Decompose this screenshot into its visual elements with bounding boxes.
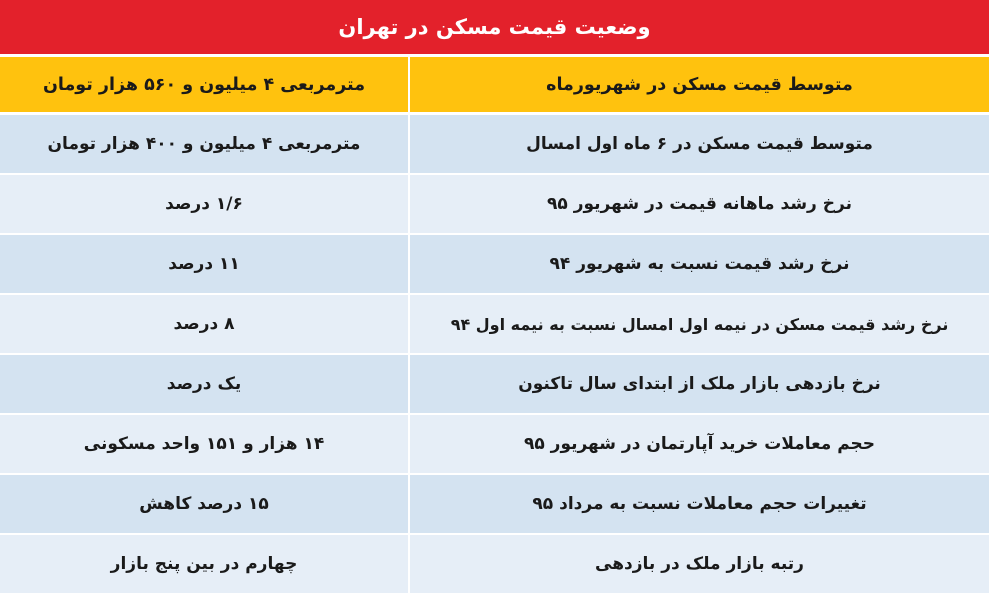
row-value-cell: ۸ درصد <box>0 295 408 353</box>
table-row <box>0 235 989 293</box>
row-label-cell: تغییرات حجم معاملات نسبت به مرداد ۹۵ <box>410 475 989 533</box>
housing-price-table <box>0 57 989 595</box>
table-title: وضعیت قیمت مسکن در تهران <box>0 0 989 54</box>
table-row <box>0 415 989 473</box>
row-label-cell: نرخ بازدهی بازار ملک از ابتدای سال تاکنون <box>410 355 989 413</box>
row-value-cell: ۱۱ درصد <box>0 235 408 293</box>
row-value-cell: ۱۵ درصد کاهش <box>0 475 408 533</box>
row-value-cell: یک درصد <box>0 355 408 413</box>
header-value-cell: مترمربعی ۴ میلیون و ۵۶۰ هزار تومان <box>0 57 408 112</box>
table-row <box>0 355 989 413</box>
row-value-cell: چهارم در بین پنج بازار <box>0 535 408 593</box>
table-row <box>0 295 989 353</box>
table-row <box>0 175 989 233</box>
row-label-cell: حجم معاملات خرید آپارتمان در شهریور ۹۵ <box>410 415 989 473</box>
row-value-cell: ۱/۶ درصد <box>0 175 408 233</box>
table-row <box>0 115 989 173</box>
row-label-cell: متوسط قیمت مسکن در ۶ ماه اول امسال <box>410 115 989 173</box>
row-label-cell: نرخ رشد قیمت نسبت به شهریور ۹۴ <box>410 235 989 293</box>
row-value-cell: مترمربعی ۴ میلیون و ۴۰۰ هزار تومان <box>0 115 408 173</box>
table-row <box>0 475 989 533</box>
row-value-cell: ۱۴ هزار و ۱۵۱ واحد مسکونی <box>0 415 408 473</box>
table-row <box>0 535 989 593</box>
header-label-cell: متوسط قیمت مسکن در شهریورماه <box>410 57 989 112</box>
row-label-cell: نرخ رشد ماهانه قیمت در شهریور ۹۵ <box>410 175 989 233</box>
row-label-cell: رتبه بازار ملک در بازدهی <box>410 535 989 593</box>
table-header-row <box>0 57 989 112</box>
row-label-cell: نرخ رشد قیمت مسکن در نیمه اول امسال نسبت به نیمه اول ۹۴ <box>410 295 989 353</box>
